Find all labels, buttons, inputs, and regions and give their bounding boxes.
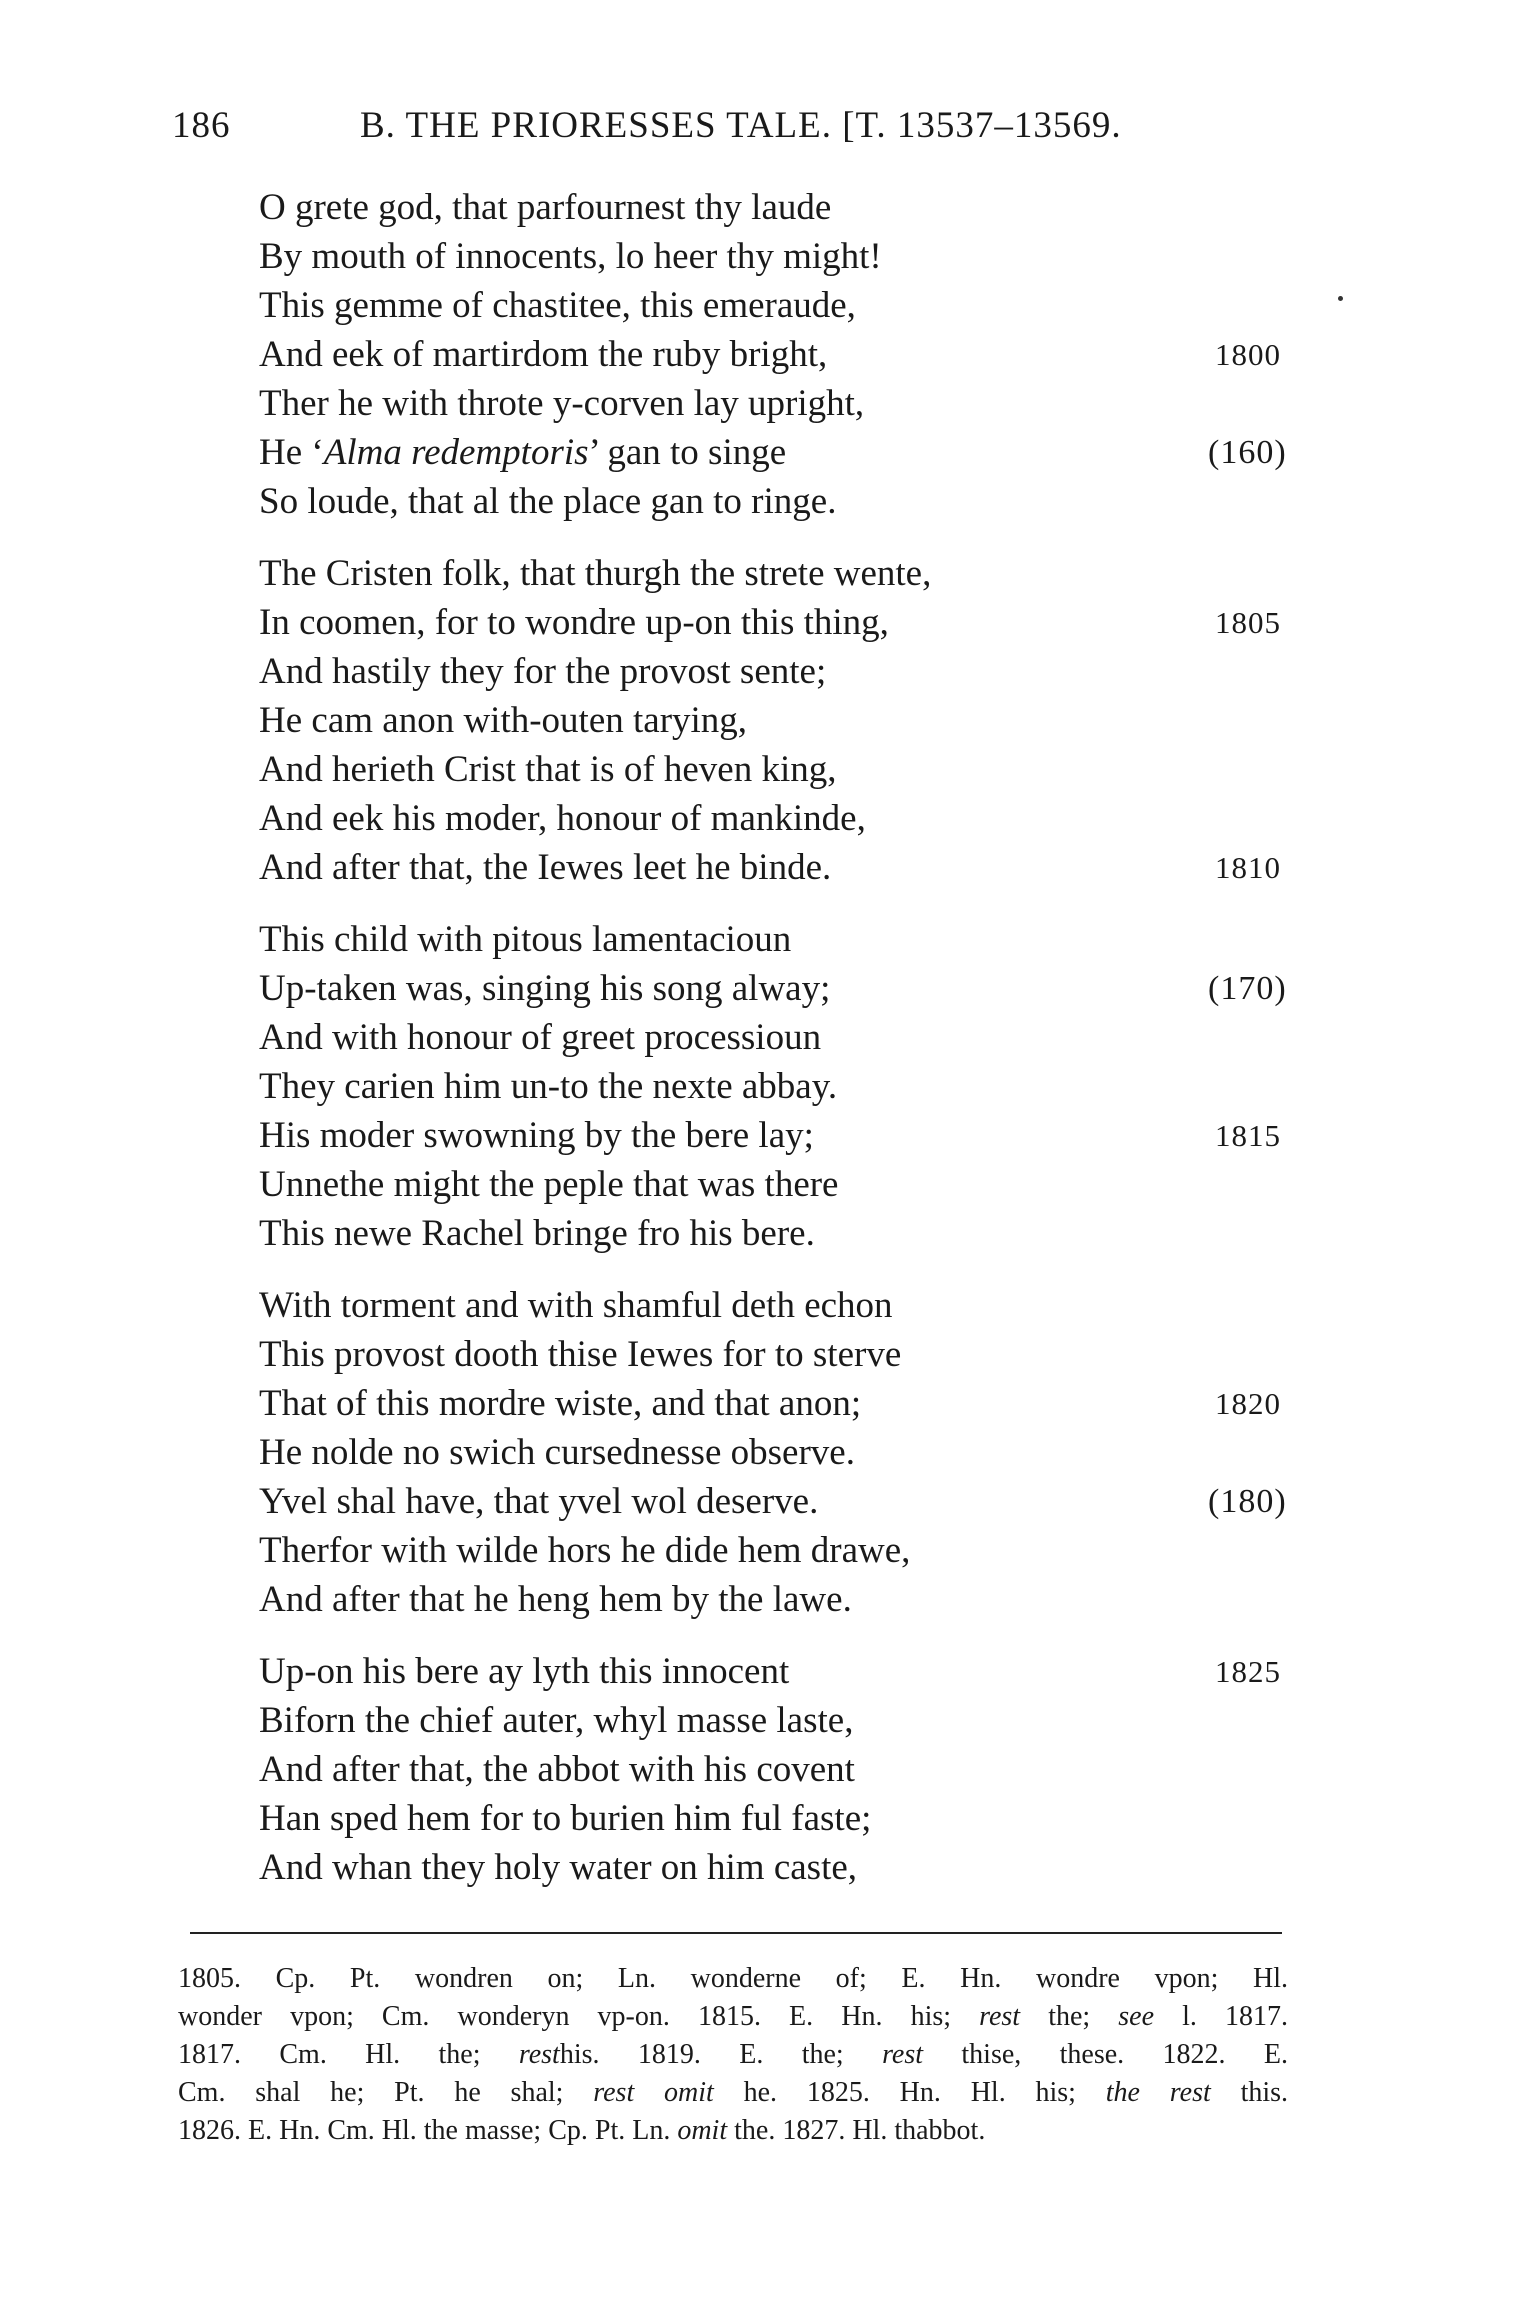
verse-line bbox=[0, 745, 1518, 794]
verse-line bbox=[0, 232, 1518, 281]
running-title: B. THE PRIORESSES TALE. [T. 13537–13569. bbox=[360, 105, 1122, 146]
verse-text: And with honour of greet processioun bbox=[259, 1017, 822, 1058]
line-number: 1825 bbox=[1215, 1654, 1281, 1689]
verse-line bbox=[0, 1209, 1518, 1258]
verse-text: And after that, the Iewes leet he binde. bbox=[259, 847, 832, 888]
line-number: 1800 bbox=[1215, 337, 1281, 372]
verse-line bbox=[0, 330, 1518, 379]
page-number: 186 bbox=[172, 105, 231, 146]
verse-line bbox=[0, 379, 1518, 428]
footnote-italic: rest bbox=[882, 2039, 924, 2070]
verse-text: That of this mordre wiste, and that anon; bbox=[259, 1383, 862, 1424]
stanza bbox=[0, 1281, 1518, 1624]
verse-line bbox=[0, 1745, 1518, 1794]
verse-line bbox=[0, 1647, 1518, 1696]
verse-text: His moder swowning by the bere lay; bbox=[259, 1115, 814, 1156]
footnote-text: he. bbox=[743, 2077, 778, 2108]
verse-text: This gemme of chastitee, this emeraude, bbox=[259, 285, 856, 326]
verse-text: Ther he with throte y-corven lay upright, bbox=[259, 383, 865, 424]
verse-text: This newe Rachel bringe fro his bere. bbox=[259, 1213, 815, 1254]
verse-text: And after that he heng hem by the lawe. bbox=[259, 1579, 852, 1620]
verse-text: Yvel shal have, that yvel wol deserve. bbox=[259, 1481, 819, 1522]
verse-text: In coomen, for to wondre up-on this thing, bbox=[259, 602, 889, 643]
footnote-text: 1815. E. Hn. his; bbox=[697, 2001, 952, 2032]
verse-text: Up-taken was, singing his song alway; bbox=[259, 968, 831, 1009]
line-number: 1815 bbox=[1215, 1118, 1281, 1153]
verse-text: The Cristen folk, that thurgh the strete wente, bbox=[259, 553, 932, 594]
footnote-line bbox=[178, 2112, 1288, 2150]
footnote-text: 1825. Hn. Hl. his; bbox=[806, 2077, 1076, 2108]
alt-line-number: (180) bbox=[1208, 1483, 1287, 1520]
verse-line bbox=[0, 1575, 1518, 1624]
footnote-text: 1819. E. the; bbox=[637, 2039, 844, 2070]
verse-text: O grete god, that parfournest thy laude bbox=[259, 187, 832, 228]
verse-line bbox=[0, 1428, 1518, 1477]
verse-line bbox=[0, 964, 1518, 1013]
verse-text: And eek his moder, honour of mankinde, bbox=[259, 798, 866, 839]
poem-body bbox=[0, 183, 1518, 1915]
verse-line bbox=[0, 1111, 1518, 1160]
verse-line bbox=[0, 549, 1518, 598]
verse-line bbox=[0, 1062, 1518, 1111]
verse-text: And eek of martirdom the ruby bright, bbox=[259, 334, 828, 375]
footnote-line bbox=[178, 1998, 1288, 2036]
verse-line bbox=[0, 477, 1518, 526]
verse-text: He cam anon with-outen tarying, bbox=[259, 700, 748, 741]
verse-text: And whan they holy water on him caste, bbox=[259, 1847, 858, 1888]
verse-line bbox=[0, 794, 1518, 843]
stanza bbox=[0, 915, 1518, 1258]
footnote-text: l. 1817. bbox=[1182, 2001, 1289, 2032]
verse-text: Unnethe might the peple that was there bbox=[259, 1164, 839, 1205]
footnote-text: 1817. Cm. Hl. the; bbox=[178, 2039, 481, 2070]
footnote-text: the; bbox=[1048, 2001, 1091, 2032]
verse-text-italic: Alma redemptoris bbox=[323, 432, 589, 473]
verse-line bbox=[0, 1526, 1518, 1575]
verse-line bbox=[0, 598, 1518, 647]
verse-line bbox=[0, 1379, 1518, 1428]
line-number: 1810 bbox=[1215, 850, 1281, 885]
footnote-line bbox=[178, 2074, 1288, 2112]
footnote-line bbox=[178, 1960, 1288, 1998]
verse-text bbox=[259, 428, 786, 477]
verse-text-before: He ‘ bbox=[259, 432, 324, 473]
verse-line bbox=[0, 1696, 1518, 1745]
footnote-italic: omit bbox=[677, 2115, 728, 2146]
footnotes bbox=[178, 1960, 1288, 2150]
verse-line bbox=[0, 1477, 1518, 1526]
stanza bbox=[0, 549, 1518, 892]
footnote-text: his. bbox=[559, 2039, 600, 2070]
footnote-text: Cm. shal he; Pt. he shal; bbox=[178, 2077, 564, 2108]
verse-line bbox=[0, 915, 1518, 964]
footnote-text: the. bbox=[734, 2115, 776, 2146]
verse-text: He nolde no swich cursednesse observe. bbox=[259, 1432, 855, 1473]
stanza bbox=[0, 1647, 1518, 1892]
footnote-italic: rest omit bbox=[593, 2077, 714, 2108]
verse-text: Han sped hem for to burien him ful faste; bbox=[259, 1798, 872, 1839]
footnote-divider bbox=[190, 1932, 1282, 1934]
footnote-text: 1827. Hl. thabbot. bbox=[782, 2115, 986, 2146]
footnote-text: thise, these. bbox=[961, 2039, 1125, 2070]
verse-text: This provost dooth thise Iewes for to sterve bbox=[259, 1334, 902, 1375]
verse-line bbox=[0, 428, 1518, 477]
verse-line bbox=[0, 1160, 1518, 1209]
verse-text: With torment and with shamful deth echon bbox=[259, 1285, 893, 1326]
footnote-text: this. bbox=[1240, 2077, 1289, 2108]
verse-text: Up-on his bere ay lyth this innocent bbox=[259, 1651, 790, 1692]
footnote-italic: the rest bbox=[1105, 2077, 1211, 2108]
verse-text: This child with pitous lamentacioun bbox=[259, 919, 792, 960]
verse-line bbox=[0, 1843, 1518, 1892]
verse-line bbox=[0, 1794, 1518, 1843]
line-number: 1805 bbox=[1215, 605, 1281, 640]
verse-line bbox=[0, 843, 1518, 892]
page-header bbox=[172, 104, 1292, 164]
footnote-italic: rest bbox=[979, 2001, 1021, 2032]
footnote-italic: rest bbox=[518, 2039, 560, 2070]
verse-text: By mouth of innocents, lo heer thy might! bbox=[259, 236, 882, 277]
alt-line-number: (160) bbox=[1208, 434, 1287, 471]
verse-line bbox=[0, 1330, 1518, 1379]
verse-text: So loude, that al the place gan to ringe. bbox=[259, 481, 837, 522]
verse-text-after: ’ gan to singe bbox=[588, 432, 787, 473]
alt-line-number: (170) bbox=[1208, 970, 1287, 1007]
verse-line bbox=[0, 647, 1518, 696]
verse-text: Biforn the chief auter, whyl masse laste, bbox=[259, 1700, 854, 1741]
verse-text: And hastily they for the provost sente; bbox=[259, 651, 827, 692]
verse-text: Therfor with wilde hors he dide hem drawe, bbox=[259, 1530, 911, 1571]
verse-line bbox=[0, 1281, 1518, 1330]
footnote-line bbox=[178, 2036, 1288, 2074]
verse-text: And after that, the abbot with his covent bbox=[259, 1749, 855, 1790]
verse-line bbox=[0, 1013, 1518, 1062]
footnote-text: 1822. E. bbox=[1162, 2039, 1288, 2070]
footnote-text: 1805. Cp. Pt. wondren on; Ln. wonderne of; E. Hn. wondre vpon; Hl. bbox=[178, 1963, 1288, 1994]
line-number: 1820 bbox=[1215, 1386, 1281, 1421]
verse-line bbox=[0, 696, 1518, 745]
verse-text: And herieth Crist that is of heven king, bbox=[259, 749, 837, 790]
verse-line bbox=[0, 281, 1518, 330]
footnote-italic: see bbox=[1118, 2001, 1155, 2032]
footnote-text: wonder vpon; Cm. wonderyn vp-on. bbox=[178, 2001, 670, 2032]
footnote-text: 1826. E. Hn. Cm. Hl. the masse; Cp. Pt. Ln. bbox=[178, 2115, 671, 2146]
verse-text: They carien him un-to the nexte abbay. bbox=[259, 1066, 838, 1107]
verse-line bbox=[0, 183, 1518, 232]
stanza bbox=[0, 183, 1518, 526]
